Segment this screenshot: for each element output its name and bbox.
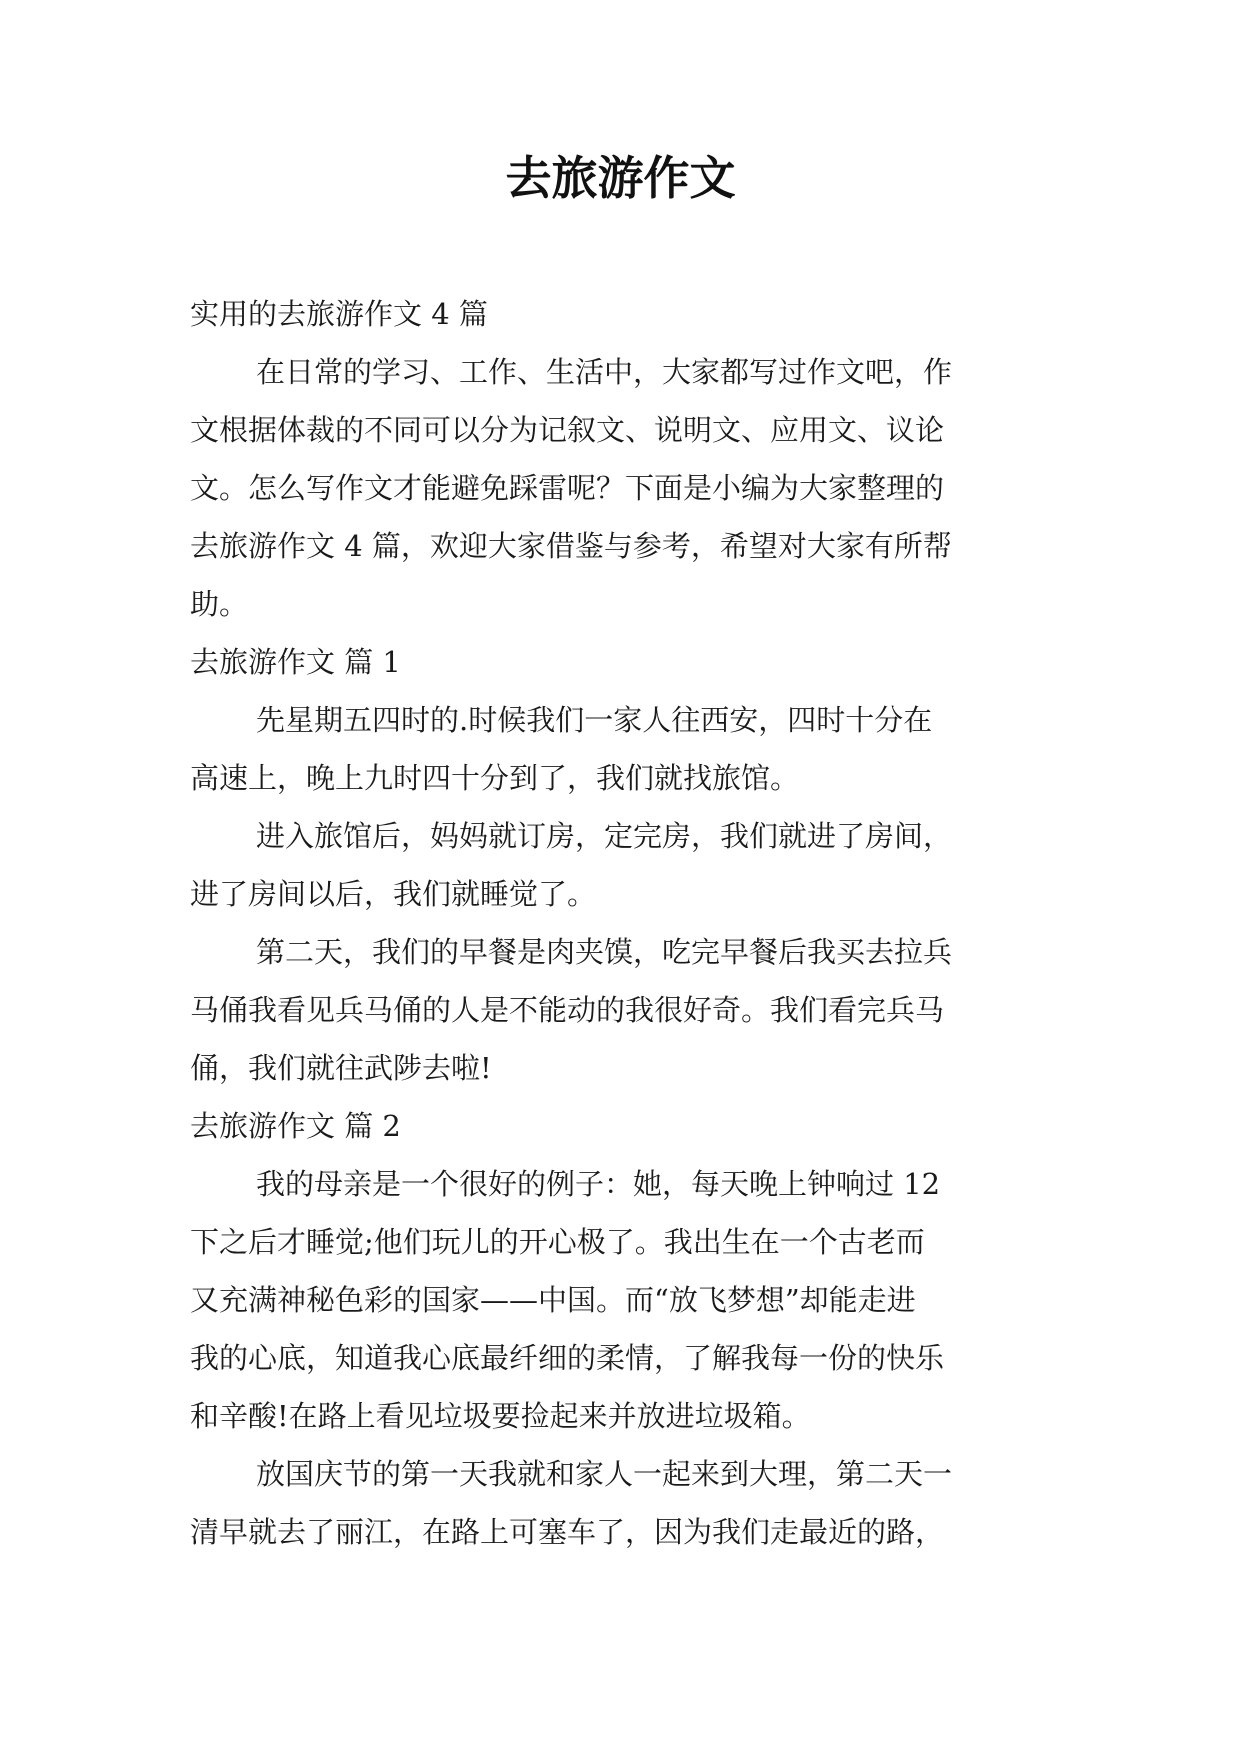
text-line: 我的心底，知道我心底最纤细的柔情，了解我每一份的快乐 xyxy=(190,1341,945,1375)
document-title: 去旅游作文 xyxy=(505,151,736,205)
text-line: 高速上，晚上九时四十分到了，我们就找旅馆。 xyxy=(190,761,800,795)
text-line: 下之后才睡觉;他们玩儿的开心极了。我出生在一个古老而 xyxy=(190,1225,925,1259)
text-line: 先星期五四时的.时候我们一家人往西安，四时十分在 xyxy=(256,703,933,737)
text-line: 清早就去了丽江，在路上可塞车了，因为我们走最近的路， xyxy=(190,1515,945,1549)
text-line: 进入旅馆后，妈妈就订房，定完房，我们就进了房间， xyxy=(256,819,953,853)
text-line: 文。怎么写作文才能避免踩雷呢？下面是小编为大家整理的 xyxy=(190,471,945,505)
section-heading: 去旅游作文 篇 1 xyxy=(190,645,401,679)
text-line: 我的母亲是一个很好的例子：她，每天晚上钟响过 12 xyxy=(256,1167,941,1201)
text-line: 马俑我看见兵马俑的人是不能动的我很好奇。我们看完兵马 xyxy=(190,993,945,1027)
text-line: 去旅游作文 4 篇，欢迎大家借鉴与参考，希望对大家有所帮 xyxy=(190,529,952,563)
text-line: 文根据体裁的不同可以分为记叙文、说明文、应用文、议论 xyxy=(190,413,945,447)
text-line: 实用的去旅游作文 4 篇 xyxy=(190,297,488,331)
text-line: 进了房间以后，我们就睡觉了。 xyxy=(190,877,597,911)
section-heading: 去旅游作文 篇 2 xyxy=(190,1109,401,1143)
text-line: 助。 xyxy=(190,587,249,621)
text-line: 第二天，我们的早餐是肉夹馍，吃完早餐后我买去拉兵 xyxy=(256,935,953,969)
text-line: 在日常的学习、工作、生活中，大家都写过作文吧，作 xyxy=(256,355,953,389)
text-line: 又充满神秘色彩的国家——中国。而“放飞梦想”却能走进 xyxy=(190,1283,916,1317)
text-line: 和辛酸!在路上看见垃圾要捡起来并放进垃圾箱。 xyxy=(190,1399,811,1433)
document-body xyxy=(190,285,1058,1561)
text-line: 俑，我们就往武陟去啦! xyxy=(190,1051,492,1085)
text-line: 放国庆节的第一天我就和家人一起来到大理，第二天一 xyxy=(256,1457,953,1491)
